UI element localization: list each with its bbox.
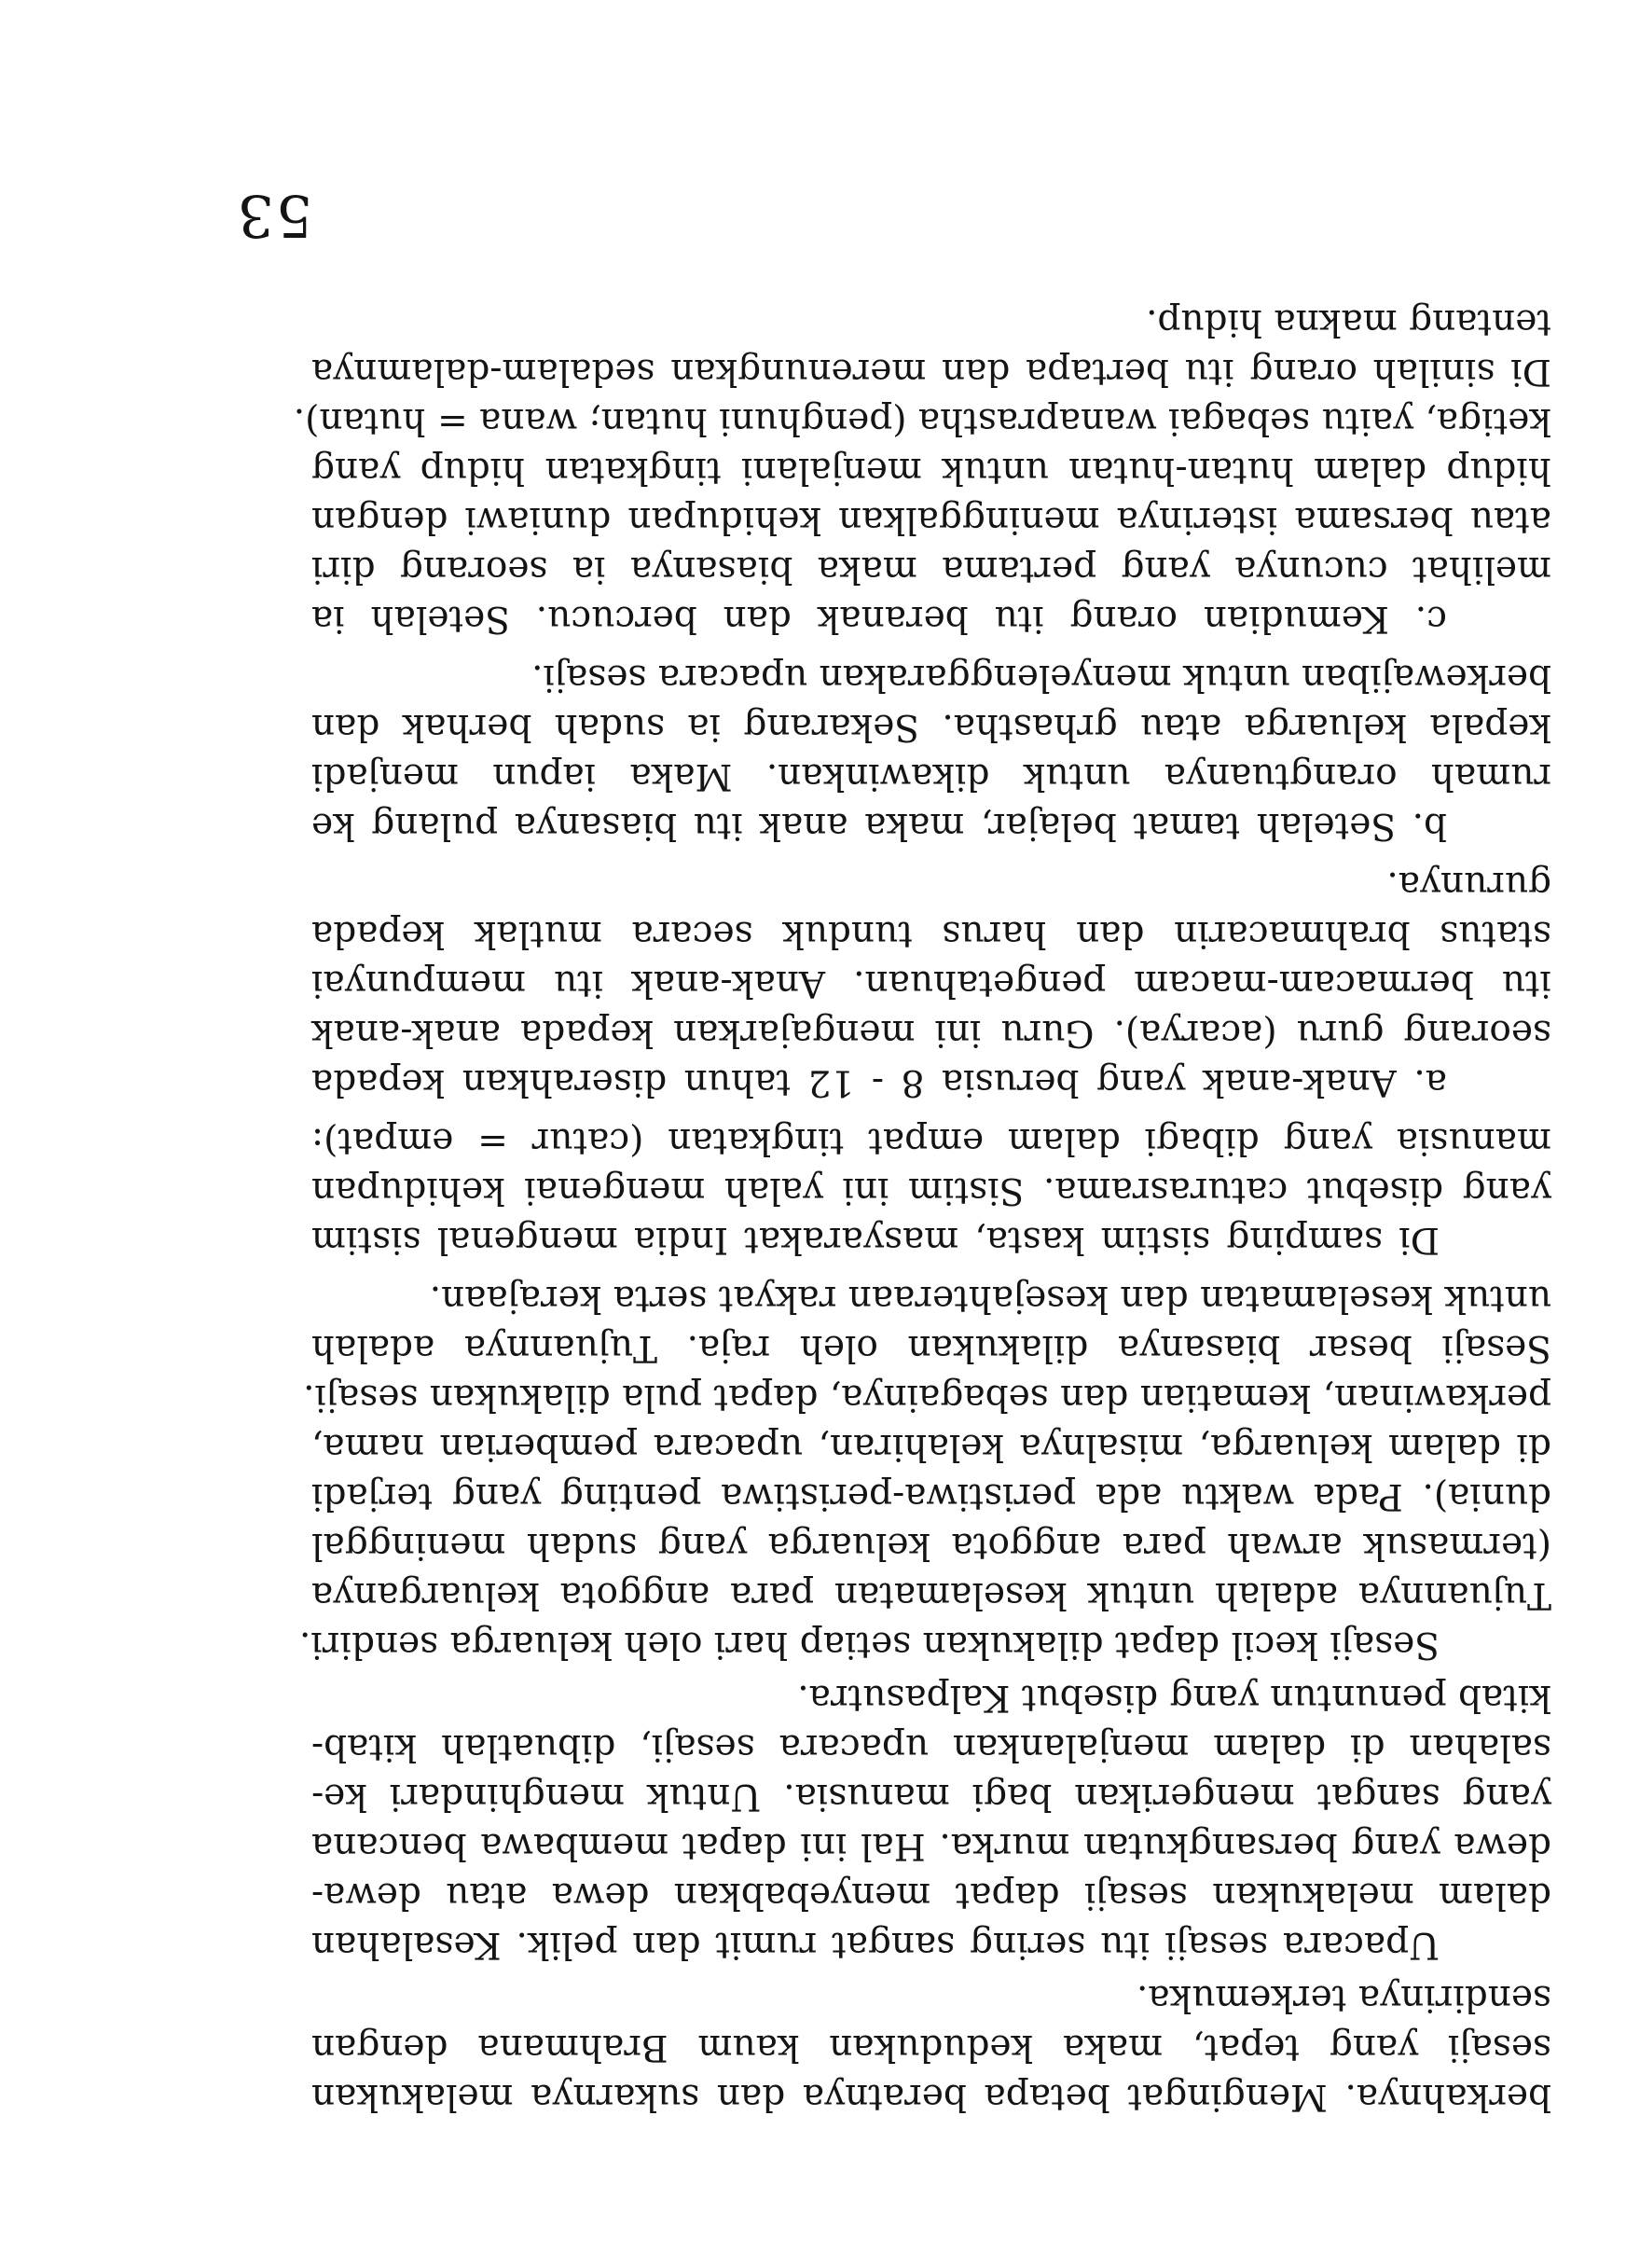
text-line: rumah orangtuanya untuk dikawinkan. Maka iapun menjadi xyxy=(311,755,1551,797)
text-line: manusia yang dibagi dalam empat tingkatan (catur = empat): xyxy=(311,1120,1551,1162)
text-line: hidup dalam hutan-hutan untuk menjalani tingkatan hidup yang xyxy=(311,449,1551,491)
text-line: Di samping sistim kasta, masyarakat India mengenal sistim xyxy=(311,1219,1440,1261)
text-line: berkewajiban untuk menyelenggarakan upacara sesaji. xyxy=(531,657,1551,698)
text-line: dalam melakukan sesaji dapat menyebabkan dewa atau dewa- xyxy=(311,1874,1551,1916)
text-line: a. Anak-anak yang berusia 8 - 12 tahun diserahkan kepada xyxy=(311,1061,1447,1103)
text-line: yang disebut caturasrama. Sistim ini yalah mengenai kehidupan xyxy=(311,1169,1551,1211)
page-number: 53 xyxy=(235,182,313,250)
paragraph xyxy=(311,1116,1551,1265)
text-line: Tujuannya adalah untuk keselamatan para anggota keluarganya xyxy=(311,1574,1551,1616)
list-item xyxy=(311,860,1551,1107)
text-line: atau bersama isterinya meninggalkan kehidupan duniawi dengan xyxy=(311,499,1551,541)
paragraph xyxy=(311,1973,1551,2122)
text-line: dunia). Pada waktu ada peristiwa-peristiwa penting yang terjadi xyxy=(311,1475,1551,1517)
body-text xyxy=(293,297,1551,2122)
text-line: itu bermacam-macam pengetahuan. Anak-anak itu mempunyai xyxy=(311,962,1551,1004)
text-line: b. Setelah tamat belajar, maka anak itu biasanya pulang ke xyxy=(311,805,1447,847)
text-line: di dalam keluarga, misalnya kelahiran, upacara pemberian nama, xyxy=(311,1426,1551,1468)
paragraph xyxy=(311,1673,1551,1970)
text-line: Upacara sesaji itu sering sangat rumit dan pelik. Kesalahan xyxy=(311,1924,1440,1966)
text-line: sesaji yang tepat, maka kedudukan kaum Brahmana dengan xyxy=(311,2026,1551,2068)
text-line: seorang guru (acarya). Guru ini mengajarkan kepada anak-anak xyxy=(311,1012,1551,1054)
text-line: untuk keselamatan dan kesejahteraan rakyat serta kerajaan. xyxy=(429,1278,1551,1320)
text-line: perkawinan, kematian dan sebagainya, dapat pula dilakukan sesaji. xyxy=(303,1376,1551,1418)
text-line: Sesaji besar biasanya dilakukan oleh raja. Tujuannya adalah xyxy=(311,1327,1551,1369)
text-line: yang sangat mengerikan bagi manusia. Untuk menghindari ke- xyxy=(311,1776,1551,1818)
text-line: c. Kemudian orang itu beranak dan bercucu. Setelah ia xyxy=(311,598,1447,640)
text-line: kitab penuntun yang disebut Kalpasutra. xyxy=(797,1677,1551,1719)
list-item xyxy=(293,297,1551,643)
text-line: sendirinya terkemuka. xyxy=(1136,1977,1551,2019)
text-line: salahan di dalam menjalankan upacara sesaji, dibuatlah kitab- xyxy=(311,1726,1551,1768)
text-line: berkahnya. Mengingat betapa beratnya dan sukarnya melakukan xyxy=(311,2076,1551,2118)
text-line: Di sinilah orang itu bertapa dan merenungkan sedalam-dalamnya xyxy=(311,351,1551,393)
text-line: status brahmacarin dan harus tunduk secara mutlak kepada xyxy=(311,913,1551,955)
list-item xyxy=(311,653,1551,850)
text-line: Sesaji kecil dapat dilakukan setiap hari oleh keluarga sendiri. xyxy=(299,1624,1440,1666)
text-line: gurunya. xyxy=(1386,864,1551,906)
text-line: melihat cucunya yang pertama maka biasanya ia seorang diri xyxy=(311,548,1551,590)
text-line: kepala keluarga atau grhastha. Sekarang ia sudah berhak dan xyxy=(311,706,1551,748)
text-line: (termasuk arwah para anggota keluarga yang sudah meninggal xyxy=(311,1525,1551,1567)
text-line: dewa yang bersangkutan murka. Hal ini dapat membawa bencana xyxy=(311,1825,1551,1867)
paragraph xyxy=(299,1274,1551,1669)
text-line: tentang makna hidup. xyxy=(1146,301,1551,343)
text-line: ketiga, yaitu sebagai wanaprastha (penghuni hutan; wana = hutan). xyxy=(293,400,1551,442)
